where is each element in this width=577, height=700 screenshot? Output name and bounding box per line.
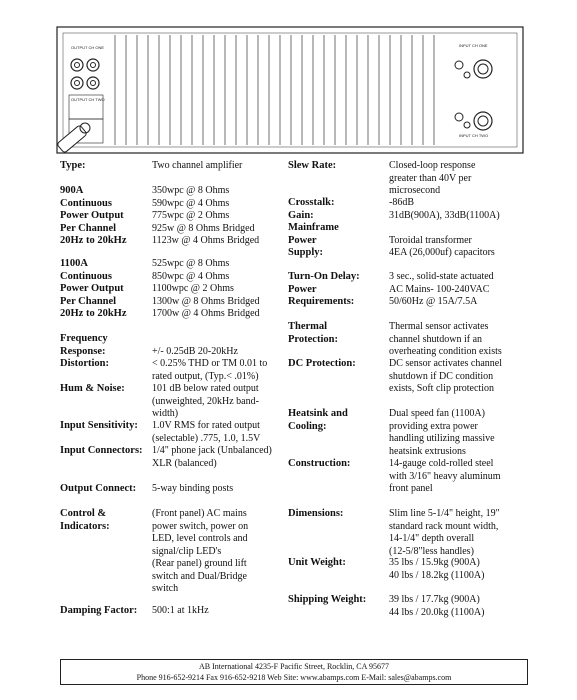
spec-value: 1.0V RMS for rated output (selectable) .775, 1.0, 1.5V: [152, 420, 261, 444]
binding-post-icon: [71, 59, 99, 89]
spec-value: 39 lbs / 17.7kg (900A) 44 lbs / 20.0kg (1100A): [389, 594, 485, 618]
footer-address: AB International 4235-F Pacific Street, Rocklin, CA 95677: [199, 662, 389, 671]
heatsink-fins: [115, 35, 434, 145]
spec-label: Control & Indicators:: [60, 508, 110, 532]
spec-value: Dual speed fan (1100A) providing extra power handling utilizing massive heatsink extrusions: [389, 408, 495, 457]
spec-value: Closed-loop response greater than 40V per microsecond: [389, 160, 476, 196]
spec-label: Hum & Noise:: [60, 383, 125, 394]
spec-value: Two channel amplifier: [152, 160, 243, 171]
spec-label: Heatsink and Cooling:: [288, 408, 348, 432]
spec-value: Thermal sensor activates channel shutdown if an overheating condition exists: [389, 321, 502, 357]
spec-value: 525wpc @ 8 Ohms 850wpc @ 4 Ohms 1100wpc @ 2 Ohms 1300w @ 8 Ohms Bridged 1700w @ 4 Ohms Bridged: [152, 258, 260, 319]
spec-value: -86dB 31dB(900A), 33dB(1100A) Toroidal transformer 4EA (26,000uf) capacitors: [389, 197, 500, 258]
spec-label: Damping Factor:: [60, 605, 138, 616]
input-ch-one-label: INPUT CH ONE: [459, 43, 488, 48]
input-ch-two-label: INPUT CH TWO: [459, 133, 489, 138]
spec-value: 14-gauge cold-rolled steel with 3/16" heavy aluminum front panel: [389, 458, 501, 494]
spec-value: 101 dB below rated output (unweighted, 20kHz band- width): [152, 383, 259, 419]
spec-label: Slew Rate:: [288, 160, 337, 171]
spec-label: Type:: [60, 160, 86, 171]
spec-value: Slim line 5-1/4" height, 19" standard rack mount width, 14-1/4" depth overall (12-5/8"less handles): [389, 508, 500, 557]
spec-label: Input Sensitivity:: [60, 420, 138, 431]
spec-label: Construction:: [288, 458, 351, 469]
spec-value: 3 sec., solid-state actuated AC Mains- 100-240VAC 50/60Hz @ 15A/7.5A: [389, 271, 494, 307]
output-ch-two-label: OUTPUT CH TWO: [71, 97, 105, 102]
spec-label: Crosstalk: Gain: Mainframe Power Supply:: [288, 197, 339, 258]
power-cord-icon: [57, 123, 90, 153]
spec-label: Turn-On Delay: Power Requirements:: [288, 271, 360, 307]
spec-label: Distortion:: [60, 358, 109, 369]
spec-value: 1/4" phone jack (Unbalanced) XLR (balanced): [152, 445, 272, 469]
spec-value: DC sensor activates channel shutdown if DC condition exists, Soft clip protection: [389, 358, 503, 394]
phone-jack-icon: [455, 61, 470, 128]
spec-label: Frequency Response:: [60, 333, 108, 357]
company-footer: [60, 659, 528, 685]
spec-label: 900A Continuous Power Output Per Channel 20Hz to 20kHz: [60, 185, 127, 246]
spec-label: Output Connect:: [60, 483, 137, 494]
spec-label: Unit Weight:: [288, 557, 346, 568]
spec-label: 1100A Continuous Power Output Per Channel 20Hz to 20kHz: [60, 258, 127, 319]
spec-value: 5-way binding posts: [152, 483, 234, 494]
spec-value: +/- 0.25dB 20-20kHz: [152, 345, 238, 357]
footer-contact: Phone 916-652-9214 Fax 916-652-9218 Web Site: www.abamps.com E-Mail: sales@abamps.com: [136, 673, 452, 682]
spec-value: 500:1 at 1kHz: [152, 605, 209, 616]
spec-label: Shipping Weight:: [288, 594, 367, 605]
xlr-input-icon: [474, 60, 492, 130]
spec-label: Dimensions:: [288, 508, 344, 519]
output-ch-one-label: OUTPUT CH ONE: [71, 45, 105, 50]
spec-label: DC Protection:: [288, 358, 356, 369]
spec-value: < 0.25% THD or TM 0.01 to rated output, (Typ.< .01%): [152, 358, 268, 382]
amplifier-rear-panel-drawing: [55, 25, 525, 155]
spec-label: Thermal Protection:: [288, 321, 338, 345]
spec-label: Input Connectors:: [60, 445, 143, 456]
spec-value: (Front panel) AC mains power switch, power on LED, level controls and signal/clip LED's (Rear panel) ground lift switch and Dual/Bridge switch: [152, 508, 249, 594]
spec-value: 35 lbs / 15.9kg (900A) 40 lbs / 18.2kg (1100A): [389, 557, 485, 581]
spec-value: 350wpc @ 8 Ohms 590wpc @ 4 Ohms 775wpc @ 2 Ohms 925w @ 8 Ohms Bridged 1123w @ 4 Ohms Bridged: [152, 185, 260, 246]
